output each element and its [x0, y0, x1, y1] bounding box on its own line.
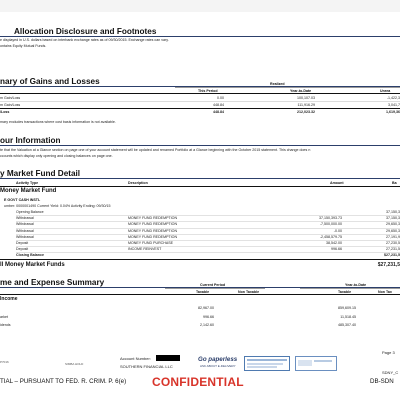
account-number-label: Account Number: — [120, 356, 151, 361]
row-divider — [0, 101, 400, 102]
col-description: Description — [128, 181, 148, 185]
activity-type: Closing Balance — [16, 253, 44, 258]
confidentiality-notice: TIAL – PURSUANT TO FED. R. CRIM. P. 6(e) — [0, 378, 127, 385]
info-line-1: te that the Valuation at a Glance section on page one of your account statement will be updated and renamed Portfolio at a Glance beginning with the October 2015 statement. This change does n — [0, 148, 311, 152]
current-period-rule — [165, 288, 265, 289]
section-title-gains-losses: nary of Gains and Losses — [0, 77, 100, 86]
col-balance: Ba — [392, 181, 397, 185]
col-this-period: This Period — [198, 89, 218, 93]
redaction-bar — [156, 355, 180, 361]
row-divider — [16, 215, 400, 216]
income-group-label: Income — [0, 296, 18, 302]
realized-rule — [175, 87, 400, 88]
award-badge — [244, 356, 290, 371]
row-divider — [16, 240, 400, 241]
activity-balance: 27,191,9 — [386, 234, 400, 239]
col-activity-type: Activity Type — [16, 181, 39, 185]
section-rule — [0, 178, 400, 179]
income-label: arket — [0, 314, 8, 319]
activity-balance: $27,231,5 — [384, 253, 400, 258]
row-divider — [16, 252, 400, 253]
allocation-line-2: ontains Equity Mutual Funds. — [0, 44, 47, 48]
gains-row-ytd: 100,107.03 — [297, 96, 315, 100]
fund-name: E GOVT CASH INSTL — [4, 198, 41, 202]
money-market-total-label: ll Money Market Funds — [0, 262, 65, 268]
realized-label: Realized — [270, 82, 285, 86]
col-year-to-date: Year-to-Date — [290, 89, 312, 93]
ytd-rule — [300, 288, 400, 289]
money-market-group-title: Money Market Fund — [0, 188, 57, 194]
fund-info: umber: 0000001490 Current Yield: 0.04% Activity Ending: 09/30/15 — [4, 204, 111, 208]
gains-total-this-period: 448.84 — [213, 110, 224, 114]
activity-balance: 37,150,3 — [386, 210, 400, 214]
gains-note: mary excludes transactions where cost basis information is not available. — [0, 120, 116, 124]
section-rule — [0, 36, 400, 37]
go-paperless-subtext: ASK ABOUT E-DELIVERY — [200, 364, 236, 368]
row-divider — [16, 228, 400, 229]
activity-amount: -7,500,000.00 — [319, 222, 342, 227]
gains-row-ytd: 111,916.29 — [297, 103, 315, 107]
income-ytd-taxable: 11,518.45 — [340, 314, 356, 319]
activity-type: Withdrawal — [16, 234, 34, 239]
col-ytd-taxable: Taxable — [338, 290, 352, 294]
top-strip — [0, 0, 400, 12]
section-title-income-expense: me and Expense Summary — [0, 278, 105, 287]
gains-row-this-period: 0.00 — [217, 96, 224, 100]
activity-amount: -0.00 — [333, 228, 342, 233]
total-rule — [0, 259, 400, 260]
col-cp-non-taxable: Non Taxable — [238, 290, 260, 294]
activity-balance: 29,650,3 — [386, 228, 400, 233]
ytd-label: Year-to-Date — [345, 283, 367, 287]
activity-amount: -2,458,579.75 — [319, 234, 342, 239]
gains-row-label: m Gain/Loss — [0, 96, 21, 100]
footer-small-left: P7016 — [0, 360, 9, 364]
activity-type: Deposit — [16, 241, 29, 245]
page-number: Page 3 — [382, 350, 395, 355]
money-market-total-balance: $27,231,5 — [377, 262, 400, 268]
gains-total-ytd: 212,023.32 — [297, 110, 315, 114]
activity-description: MONEY FUND REDEMPTION — [128, 234, 178, 239]
activity-type: Withdrawal — [16, 216, 34, 221]
confidential-stamp: CONFIDENTIAL — [152, 375, 244, 389]
row-divider — [16, 234, 400, 235]
activity-type: Deposit — [16, 247, 29, 252]
activity-balance: 27,231,5 — [386, 247, 400, 252]
table-header-rule — [0, 93, 400, 94]
gains-total-label: /Loss — [0, 110, 10, 114]
section-title-your-information: our Information — [0, 136, 61, 145]
activity-amount: 37,150,393.73 — [319, 216, 342, 221]
activity-balance: 29,650,3 — [386, 222, 400, 227]
income-cp-taxable: 996.66 — [203, 314, 214, 319]
income-label: idends — [0, 323, 11, 327]
activity-description: INCOME REINVEST — [128, 247, 162, 252]
bates-code: DB-SDN — [370, 378, 394, 385]
activity-amount: 38,542.00 — [326, 241, 342, 245]
activity-type: Withdrawal — [16, 222, 34, 227]
activity-description: MONEY FUND PURCHASE — [128, 241, 174, 245]
activity-type: Withdrawal — [16, 228, 34, 233]
allocation-line-1: e displayed in U.S. dollars based on interbank exchange rates as of 09/30/2015. Exchange rates can vary. — [0, 38, 169, 42]
table-header-rule — [0, 186, 400, 187]
go-paperless-logo: Go paperless — [198, 356, 238, 363]
gains-row-unrealized: -1,422,3 — [386, 96, 400, 100]
activity-amount: 996.66 — [331, 247, 342, 252]
section-rule — [0, 145, 400, 146]
col-cp-taxable: Taxable — [196, 290, 210, 294]
activity-description: MONEY FUND REDEMPTION — [128, 222, 178, 227]
section-title-allocation: Allocation Disclosure and Footnotes — [14, 27, 157, 36]
income-cp-taxable: 2,142.60 — [200, 323, 214, 327]
col-unrealized: Unrea — [380, 89, 391, 93]
table-header-rule — [0, 294, 400, 295]
current-period-label: Current Period — [200, 283, 226, 287]
company-name: SOUTHERN FINANCIAL LLC — [120, 364, 173, 369]
activity-balance: 37,150,3 — [386, 216, 400, 221]
col-amount: Amount — [330, 181, 344, 185]
gains-row-label: m Gain/Loss — [0, 103, 21, 107]
activity-balance: 27,230,5 — [386, 241, 400, 245]
activity-description: MONEY FUND REDEMPTION — [128, 216, 178, 221]
footer-small-mid: SIMBA HOLD — [65, 362, 84, 366]
info-line-2: ccounts which display only opening and closing balances on page one. — [0, 154, 113, 158]
section-title-money-market: y Market Fund Detail — [0, 169, 81, 178]
award-badge — [295, 356, 337, 371]
activity-type: Opening Balance — [16, 210, 44, 214]
gains-total-unrealized: 1,619,36 — [386, 110, 400, 114]
income-ytd-taxable: 485,307.40 — [338, 323, 356, 327]
income-ytd-taxable: 859,609.15 — [338, 306, 356, 310]
row-divider — [16, 246, 400, 247]
gains-row-this-period: 448.84 — [213, 103, 224, 107]
bates-code-top: SDNY_C — [382, 370, 399, 375]
col-ytd-non-taxable: Non Tax — [378, 290, 392, 294]
total-rule — [0, 108, 400, 109]
activity-description: MONEY FUND REDEMPTION — [128, 228, 178, 233]
row-divider — [16, 221, 400, 222]
income-cp-taxable: 82,967.00 — [198, 306, 214, 310]
gains-row-unrealized: 3,041,7 — [388, 103, 400, 107]
